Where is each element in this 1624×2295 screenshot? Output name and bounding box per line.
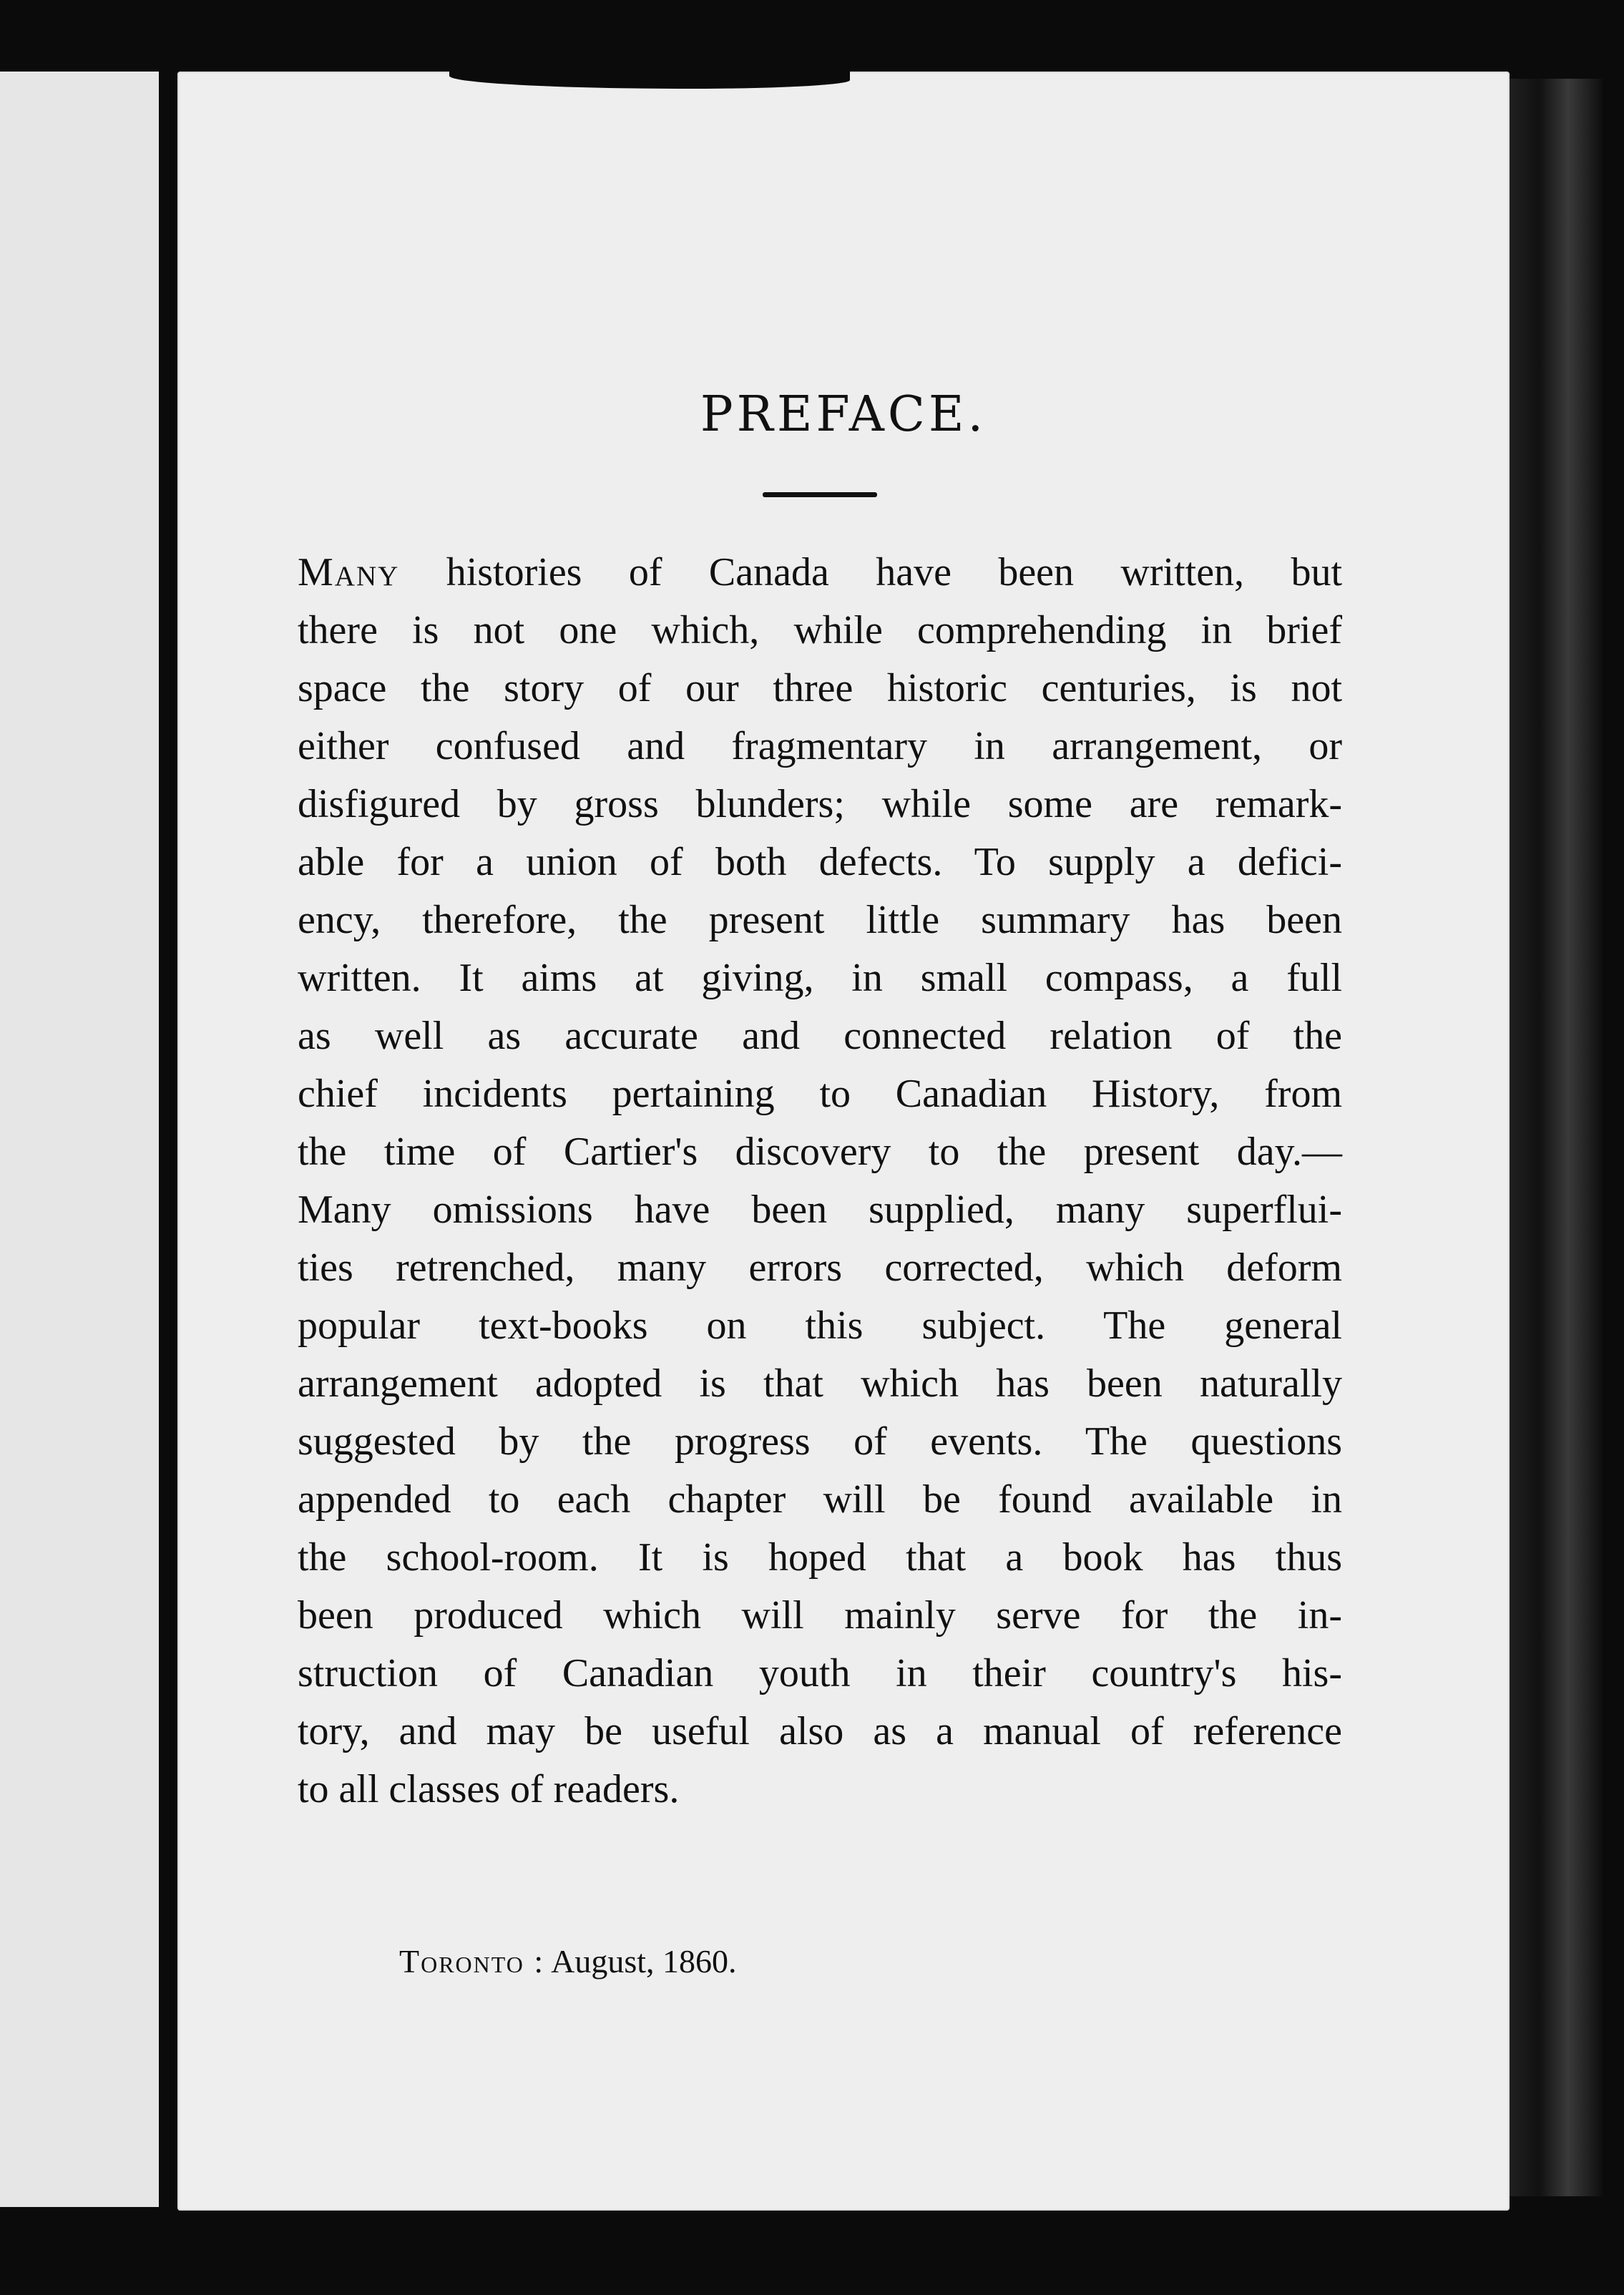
preface-line: there is not one which, while comprehending in brief xyxy=(298,608,1342,652)
preface-line: to all classes of readers. xyxy=(298,1767,680,1811)
preface-line-text: histories of Canada have been written, but xyxy=(446,550,1343,594)
signoff-date: August, 1860. xyxy=(551,1943,737,1980)
preface-line xyxy=(298,544,1342,602)
title-rule xyxy=(763,492,877,497)
preface-line: ency, therefore, the present little summary has been xyxy=(298,898,1342,942)
preface-line: the time of Cartier's discovery to the present day.— xyxy=(298,1130,1342,1174)
preface-text xyxy=(298,544,1342,1819)
preface-line: able for a union of both defects. To supply a defici- xyxy=(298,840,1342,884)
preface-line: as well as accurate and connected relation of the xyxy=(298,1014,1342,1058)
preface-line: the school-room. It is hoped that a book has thus xyxy=(298,1535,1342,1580)
preface-line: arrangement adopted is that which has been naturally xyxy=(298,1361,1342,1406)
preface-line: popular text-books on this subject. The general xyxy=(298,1303,1342,1348)
preface-line: written. It aims at giving, in small compass, a full xyxy=(298,956,1342,1000)
preface-line: Many omissions have been supplied, many superflui- xyxy=(298,1188,1342,1232)
preface-line: tory, and may be useful also as a manual of reference xyxy=(298,1709,1342,1753)
signoff-place: Toronto : xyxy=(399,1943,545,1980)
preface-line: struction of Canadian youth in their country's his- xyxy=(298,1651,1342,1695)
page-title: PREFACE. xyxy=(700,386,987,443)
preface-line: suggested by the progress of events. The questions xyxy=(298,1419,1342,1464)
preface-line: space the story of our three historic centuries, is not xyxy=(298,666,1342,710)
signoff xyxy=(399,1942,737,1980)
preface-lead-word: Many xyxy=(298,550,400,594)
preface-line: either confused and fragmentary in arrangement, or xyxy=(298,724,1342,768)
preface-line: disfigured by gross blunders; while some are remark- xyxy=(298,782,1342,826)
previous-page-edge xyxy=(0,72,159,2207)
preface-page xyxy=(177,72,1510,2211)
preface-line: ties retrenched, many errors corrected, which deform xyxy=(298,1246,1342,1290)
preface-line: been produced which will mainly serve for the in- xyxy=(298,1593,1342,1638)
preface-line: appended to each chapter will be found available in xyxy=(298,1477,1342,1522)
preface-line: chief incidents pertaining to Canadian History, from xyxy=(298,1072,1342,1116)
